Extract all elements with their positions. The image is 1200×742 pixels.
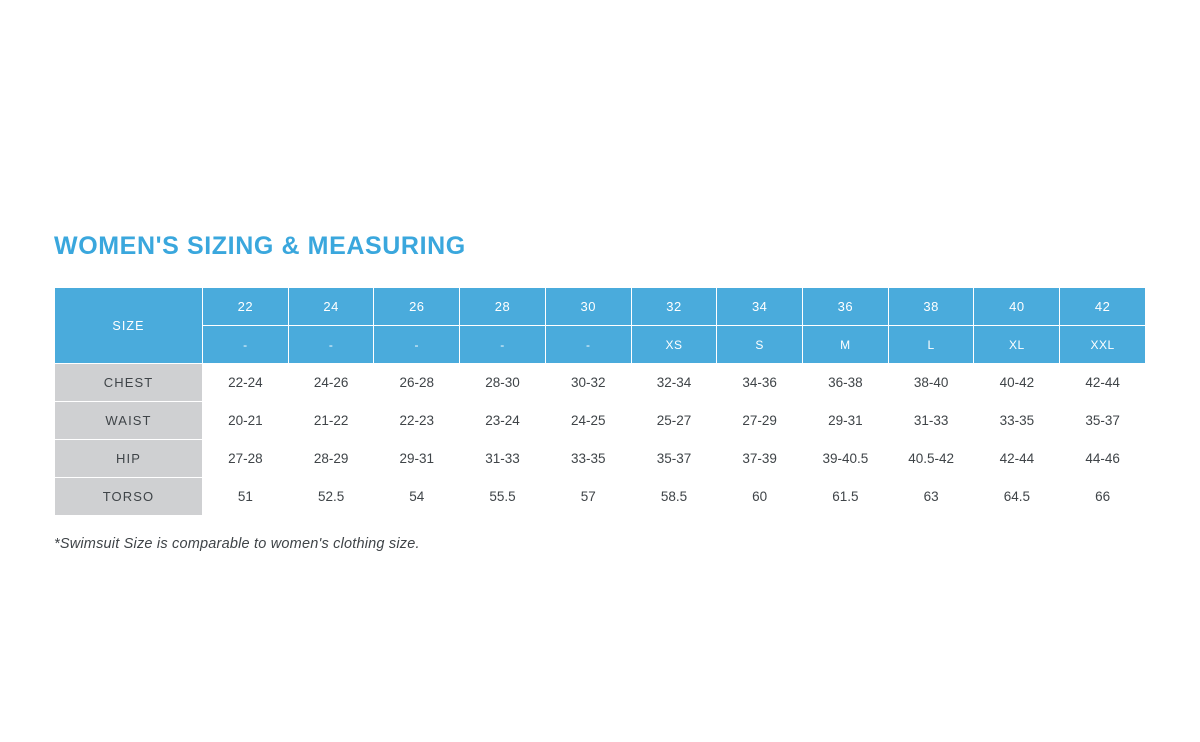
cell-torso-42: 66 xyxy=(1060,478,1146,516)
header-size-32: 32 xyxy=(631,288,717,326)
cell-chest-40: 40-42 xyxy=(974,364,1060,402)
cell-torso-26: 54 xyxy=(374,478,460,516)
cell-hip-32: 35-37 xyxy=(631,440,717,478)
cell-torso-28: 55.5 xyxy=(460,478,546,516)
cell-hip-30: 33-35 xyxy=(545,440,631,478)
header-alpha-2: - xyxy=(288,326,374,364)
cell-torso-30: 57 xyxy=(545,478,631,516)
cell-waist-32: 25-27 xyxy=(631,402,717,440)
header-alpha-xs: XS xyxy=(631,326,717,364)
table-corner-label: SIZE xyxy=(55,288,203,364)
cell-chest-24: 24-26 xyxy=(288,364,374,402)
table-row xyxy=(55,402,1146,440)
header-size-28: 28 xyxy=(460,288,546,326)
header-alpha-4: - xyxy=(460,326,546,364)
page-title: WOMEN'S SIZING & MEASURING xyxy=(54,232,466,260)
cell-hip-24: 28-29 xyxy=(288,440,374,478)
header-size-24: 24 xyxy=(288,288,374,326)
table-header-numeric-row xyxy=(55,288,1146,326)
cell-chest-38: 38-40 xyxy=(888,364,974,402)
cell-torso-32: 58.5 xyxy=(631,478,717,516)
row-label-chest: CHEST xyxy=(55,364,203,402)
cell-waist-42: 35-37 xyxy=(1060,402,1146,440)
cell-chest-32: 32-34 xyxy=(631,364,717,402)
cell-waist-26: 22-23 xyxy=(374,402,460,440)
cell-waist-36: 29-31 xyxy=(803,402,889,440)
cell-waist-38: 31-33 xyxy=(888,402,974,440)
cell-chest-36: 36-38 xyxy=(803,364,889,402)
cell-chest-22: 22-24 xyxy=(203,364,289,402)
header-size-38: 38 xyxy=(888,288,974,326)
header-size-34: 34 xyxy=(717,288,803,326)
header-size-42: 42 xyxy=(1060,288,1146,326)
cell-chest-28: 28-30 xyxy=(460,364,546,402)
cell-hip-28: 31-33 xyxy=(460,440,546,478)
cell-torso-38: 63 xyxy=(888,478,974,516)
cell-hip-34: 37-39 xyxy=(717,440,803,478)
cell-hip-22: 27-28 xyxy=(203,440,289,478)
cell-torso-22: 51 xyxy=(203,478,289,516)
header-size-36: 36 xyxy=(803,288,889,326)
row-label-hip: HIP xyxy=(55,440,203,478)
header-alpha-xl: XL xyxy=(974,326,1060,364)
footnote: *Swimsuit Size is comparable to women's clothing size. xyxy=(54,536,420,552)
cell-hip-36: 39-40.5 xyxy=(803,440,889,478)
sizing-table xyxy=(54,287,1146,516)
header-alpha-3: - xyxy=(374,326,460,364)
table-header-alpha-row xyxy=(55,326,1146,364)
cell-torso-24: 52.5 xyxy=(288,478,374,516)
cell-hip-40: 42-44 xyxy=(974,440,1060,478)
cell-chest-30: 30-32 xyxy=(545,364,631,402)
row-label-torso: TORSO xyxy=(55,478,203,516)
cell-hip-26: 29-31 xyxy=(374,440,460,478)
table-row xyxy=(55,364,1146,402)
table-row xyxy=(55,440,1146,478)
header-size-26: 26 xyxy=(374,288,460,326)
cell-waist-24: 21-22 xyxy=(288,402,374,440)
cell-waist-28: 23-24 xyxy=(460,402,546,440)
cell-torso-34: 60 xyxy=(717,478,803,516)
cell-waist-30: 24-25 xyxy=(545,402,631,440)
header-size-22: 22 xyxy=(203,288,289,326)
cell-waist-40: 33-35 xyxy=(974,402,1060,440)
cell-chest-42: 42-44 xyxy=(1060,364,1146,402)
cell-waist-22: 20-21 xyxy=(203,402,289,440)
header-alpha-l: L xyxy=(888,326,974,364)
header-size-40: 40 xyxy=(974,288,1060,326)
header-alpha-s: S xyxy=(717,326,803,364)
header-alpha-5: - xyxy=(545,326,631,364)
cell-torso-40: 64.5 xyxy=(974,478,1060,516)
cell-hip-38: 40.5-42 xyxy=(888,440,974,478)
cell-chest-34: 34-36 xyxy=(717,364,803,402)
header-alpha-m: M xyxy=(803,326,889,364)
cell-hip-42: 44-46 xyxy=(1060,440,1146,478)
table-row xyxy=(55,478,1146,516)
header-alpha-1: - xyxy=(203,326,289,364)
cell-waist-34: 27-29 xyxy=(717,402,803,440)
header-alpha-xxl: XXL xyxy=(1060,326,1146,364)
cell-chest-26: 26-28 xyxy=(374,364,460,402)
cell-torso-36: 61.5 xyxy=(803,478,889,516)
header-size-30: 30 xyxy=(545,288,631,326)
row-label-waist: WAIST xyxy=(55,402,203,440)
size-chart-container xyxy=(54,232,1146,552)
